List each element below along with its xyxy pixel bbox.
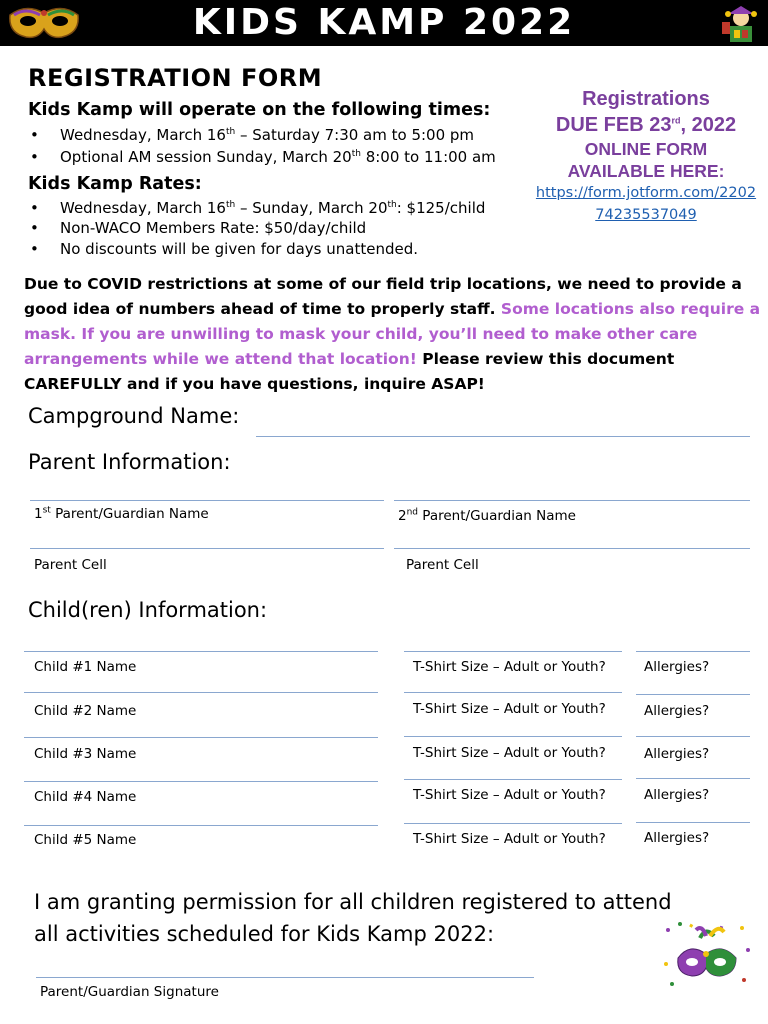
child-1-shirt-label: T-Shirt Size – Adult or Youth?	[413, 659, 606, 675]
child-1-name-field[interactable]	[24, 651, 378, 652]
child-1-allergies-label: Allergies?	[644, 659, 710, 675]
header-banner	[0, 0, 768, 46]
permission-statement: I am granting permission for all children registered to attend all activities scheduled for Kids Kamp 2022:	[34, 890, 672, 946]
page-header-title: KIDS KAMP 2022	[192, 2, 576, 43]
parent1-cell-field[interactable]	[30, 548, 384, 549]
available-here-label: AVAILABLE HERE:	[567, 161, 725, 181]
child-1-allergies-field[interactable]	[636, 651, 750, 652]
child-2-allergies-field[interactable]	[636, 694, 750, 695]
mask-confetti-icon	[660, 920, 752, 992]
child-4-allergies-field[interactable]	[636, 778, 750, 779]
registration-due-date: DUE FEB 23rd, 2022	[555, 114, 737, 136]
child-5-name-field[interactable]	[24, 825, 378, 826]
child-5-allergies-field[interactable]	[636, 822, 750, 823]
signature-label: Parent/Guardian Signature	[40, 984, 219, 1000]
children-info-heading: Child(ren) Information:	[28, 598, 268, 622]
parent-info-heading: Parent Information:	[28, 450, 231, 474]
child-3-shirt-label: T-Shirt Size – Adult or Youth?	[413, 745, 606, 761]
parent2-name-field[interactable]	[394, 500, 750, 501]
campground-name-field[interactable]	[256, 436, 750, 437]
child-5-shirt-field[interactable]	[404, 823, 622, 824]
registration-label: Registrations	[582, 88, 710, 110]
rates-heading: Kids Kamp Rates:	[28, 174, 202, 194]
child-3-name-label: Child #3 Name	[34, 746, 137, 762]
schedule-item-2: • Optional AM session Sunday, March 20th 8:00 to 11:00 am	[30, 148, 496, 166]
child-2-shirt-field[interactable]	[404, 692, 622, 693]
child-3-allergies-field[interactable]	[636, 736, 750, 737]
child-2-shirt-label: T-Shirt Size – Adult or Youth?	[413, 701, 606, 717]
online-form-label: ONLINE FORM	[584, 139, 708, 159]
covid-notice: Due to COVID restrictions at some of our field trip locations, we need to provide a good idea of numbers ahead of time to properly staff. Some locations also require a mask. If you are unwilling to mask your child, you’ll need to make other care arrangements while we attend that location! Please review this document CAREFULLY and if you have questions, inquire ASAP!	[24, 275, 761, 393]
campground-label: Campground Name:	[28, 404, 240, 428]
child-2-name-label: Child #2 Name	[34, 703, 137, 719]
parent2-cell-label: Parent Cell	[406, 557, 479, 573]
rates-item-2: • Non-WACO Members Rate: $50/day/child	[30, 219, 367, 237]
child-5-shirt-label: T-Shirt Size – Adult or Youth?	[413, 831, 606, 847]
child-4-name-label: Child #4 Name	[34, 789, 137, 805]
parent2-name-label: 2nd Parent/Guardian Name	[398, 507, 576, 524]
child-5-allergies-label: Allergies?	[644, 830, 710, 846]
child-4-name-field[interactable]	[24, 781, 378, 782]
child-2-allergies-label: Allergies?	[644, 703, 710, 719]
rates-item-1: • Wednesday, March 16th – Sunday, March 20th: $125/child	[30, 199, 486, 217]
form-title: REGISTRATION FORM	[28, 64, 323, 92]
parent1-name-label: 1st Parent/Guardian Name	[34, 505, 209, 522]
registration-link[interactable]: https://form.jotform.com/2202 74235537049	[535, 185, 757, 223]
child-5-name-label: Child #5 Name	[34, 832, 137, 848]
child-4-shirt-field[interactable]	[404, 779, 622, 780]
schedule-heading: Kids Kamp will operate on the following times:	[28, 100, 491, 120]
child-4-allergies-label: Allergies?	[644, 787, 710, 803]
registration-info	[526, 86, 766, 226]
signature-field[interactable]	[36, 977, 534, 978]
child-4-shirt-label: T-Shirt Size – Adult or Youth?	[413, 787, 606, 803]
parent1-cell-label: Parent Cell	[34, 557, 107, 573]
parent2-cell-field[interactable]	[394, 548, 750, 549]
child-1-shirt-field[interactable]	[404, 651, 622, 652]
child-3-name-field[interactable]	[24, 737, 378, 738]
rates-item-3: • No discounts will be given for days unattended.	[30, 240, 419, 258]
child-1-name-label: Child #1 Name	[34, 659, 137, 675]
child-2-name-field[interactable]	[24, 692, 378, 693]
schedule-item-1: • Wednesday, March 16th – Saturday 7:30 am to 5:00 pm	[30, 126, 475, 144]
parent1-name-field[interactable]	[30, 500, 384, 501]
jester-icon	[720, 4, 762, 44]
child-3-shirt-field[interactable]	[404, 736, 622, 737]
child-3-allergies-label: Allergies?	[644, 746, 710, 762]
